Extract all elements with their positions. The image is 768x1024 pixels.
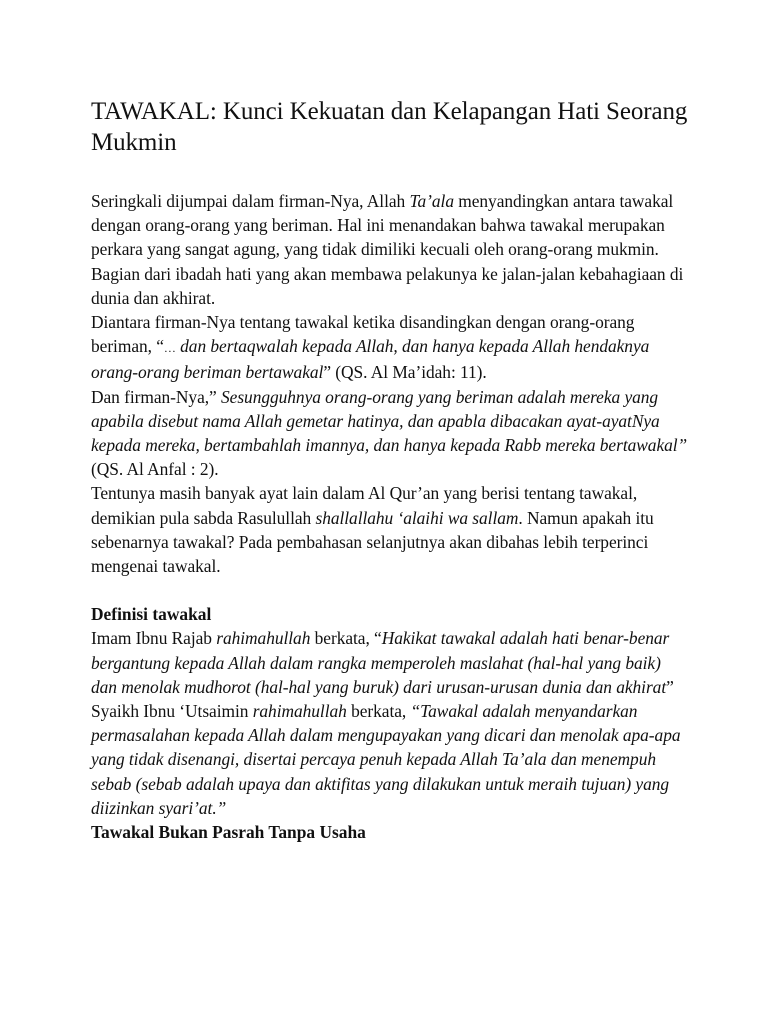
italic-run: shallallahu ‘alaihi wa sallam (315, 507, 519, 528)
section-heading-tawakal-bukan-pasrah: Tawakal Bukan Pasrah Tanpa Usaha (91, 822, 366, 843)
ellipsis: … (163, 341, 176, 356)
definisi-quote-2 (91, 699, 691, 820)
section-heading-definisi: Definisi tawakal (91, 604, 212, 625)
italic-run: Ta’ala (502, 749, 547, 770)
text-run: Tentunya masih banyak ayat lain dalam Al Qur’an yang berisi tentang tawakal, demikian pula sabda Rasulullah (91, 483, 638, 528)
text-run: Imam Ibnu Rajab (91, 628, 217, 649)
spacer (91, 578, 691, 602)
italic-run: rahimahullah (216, 628, 311, 649)
document-title: TAWAKAL: Kunci Kekuatan dan Kelapangan Hati Seorang Mukmin (91, 98, 688, 156)
italic-run: Sesungguhnya orang-orang yang beriman adalah mereka yang apabila disebut nama Allah gemetar hatinya, dan apabla dibacakan ayat-ayatNya kepada mereka, bertambahlah imannya, dan hanya kepada Rabb mereka bertawakal” (91, 386, 688, 456)
italic-run: dan menempuh sebab (sebab adalah upaya dan aktifitas yang dilakukan untuk meraih tujuan) yang diizinkan (91, 749, 670, 818)
intro-paragraph-2 (91, 310, 691, 385)
text-run: Seringkali dijumpai dalam firman-Nya, Allah (91, 191, 410, 211)
text-run: berkata, “ (310, 628, 382, 649)
italic-run: Ta’ala (409, 191, 454, 211)
intro-paragraph-4 (91, 481, 691, 578)
text-run: ” (666, 676, 674, 697)
italic-run: Hakikat tawakal adalah hati benar-benar bergantung kepada Allah dalam rangka memperoleh maslahat (hal-hal yang baik) dan menolak mudhorot (hal-hal yang buruk) dari urusan-urusan dunia dan akhirat (91, 628, 670, 697)
text-run: (QS. Al Anfal : 2). (91, 459, 219, 480)
text-run: menyandingkan antara tawakal dengan orang-orang yang beriman. Hal ini menandakan bahwa tawakal merupakan perkara yang sangat agung, yang tidak dimiliki kecuali oleh orang-orang mukmin. Bagian dari ibadah hati yang akan membawa pelakunya ke jalan-jalan kebahagiaan di dunia dan akhirat. (91, 191, 684, 308)
italic-run: rahimahullah (252, 701, 347, 722)
italic-run: “Tawakal adalah menyandarkan permasalahan kepada Allah dalam mengupayakan yang dicari dan menolak apa-apa yang tidak disenangi, disertai percaya penuh kepada Allah (91, 701, 681, 770)
text-run: Diantara firman-Nya tentang tawakal ketika disandingkan dengan orang-orang beriman, “ (91, 312, 635, 357)
text-run: . Namun apakah itu sebenarnya tawakal? Pada pembahasan selanjutnya akan dibahas lebih terperinci mengenai tawakal. (91, 507, 654, 577)
text-run: Dan firman-Nya,” (91, 386, 222, 407)
document-page (91, 96, 691, 844)
text-run: ” (QS. Al Ma’idah: 11). (323, 362, 487, 383)
text-run: berkata, (346, 701, 411, 722)
intro-paragraph-1 (91, 189, 691, 310)
definisi-quote-1 (91, 626, 691, 699)
text-run: Syaikh Ibnu ‘Utsaimin (91, 701, 253, 722)
italic-run: dan bertaqwalah kepada Allah, dan hanya kepada Allah hendaknya orang-orang beriman bertawakal (91, 336, 650, 383)
italic-run: syari’at.” (158, 797, 227, 818)
intro-paragraph-3 (91, 385, 691, 482)
